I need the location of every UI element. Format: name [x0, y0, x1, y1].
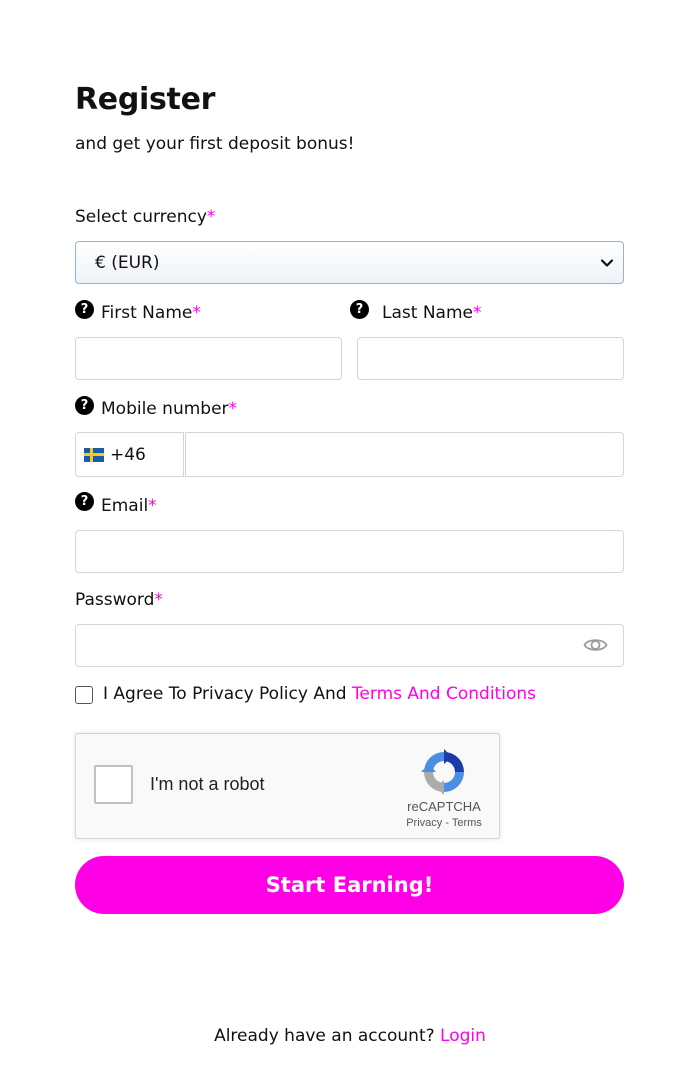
- currency-label-text: Select currency: [75, 207, 207, 227]
- required-mark: *: [228, 399, 238, 419]
- mobile-label: [101, 399, 237, 419]
- terms-link[interactable]: Terms And Conditions: [351, 684, 536, 704]
- password-input[interactable]: [75, 624, 624, 667]
- recaptcha-brand: reCAPTCHA: [407, 799, 481, 814]
- recaptcha-widget: [75, 733, 500, 839]
- mobile-number-input[interactable]: [185, 432, 624, 477]
- password-label-text: Password: [75, 590, 155, 610]
- recaptcha-label: I'm not a robot: [150, 774, 265, 794]
- login-prompt-text: Already have an account?: [214, 1026, 441, 1046]
- login-link[interactable]: Login: [440, 1026, 486, 1046]
- recaptcha-checkbox[interactable]: [94, 765, 133, 804]
- help-icon[interactable]: ?: [75, 300, 94, 319]
- email-input[interactable]: [75, 530, 624, 573]
- mobile-label-text: Mobile number: [101, 399, 229, 419]
- last-name-label-text: Last Name: [382, 303, 473, 323]
- required-mark: *: [192, 303, 201, 323]
- sweden-flag-icon: [84, 448, 104, 462]
- recaptcha-logo-icon: [419, 747, 469, 797]
- required-mark: *: [154, 590, 163, 610]
- first-name-input[interactable]: [75, 337, 342, 380]
- email-label-text: Email: [101, 496, 149, 516]
- email-label: [101, 496, 157, 516]
- help-icon[interactable]: ?: [75, 396, 94, 415]
- agree-text: I Agree To Privacy Policy And: [103, 684, 352, 704]
- country-code-select[interactable]: [75, 432, 184, 477]
- help-icon[interactable]: ?: [350, 300, 369, 319]
- currency-select[interactable]: [75, 241, 624, 284]
- required-mark: *: [148, 496, 157, 516]
- login-prompt: [0, 1026, 700, 1046]
- page-subtitle: and get your first deposit bonus!: [75, 134, 355, 154]
- country-code-value: +46: [110, 444, 146, 465]
- required-mark: *: [472, 303, 482, 323]
- eye-icon[interactable]: [583, 634, 608, 656]
- password-label: [75, 590, 163, 610]
- last-name-input[interactable]: [357, 337, 624, 380]
- recaptcha-privacy-terms-links[interactable]: Privacy - Terms: [406, 817, 482, 829]
- chevron-down-icon: [600, 256, 614, 270]
- first-name-label: [101, 303, 201, 323]
- required-mark: *: [206, 207, 216, 227]
- currency-label: [75, 207, 215, 227]
- page-title: Register: [75, 82, 216, 117]
- currency-selected-value: € (EUR): [95, 252, 160, 273]
- start-earning-button[interactable]: Start Earning!: [75, 856, 624, 914]
- last-name-label: [382, 303, 481, 323]
- agree-label: [103, 684, 536, 704]
- help-icon[interactable]: ?: [75, 492, 94, 511]
- first-name-label-text: First Name: [101, 303, 193, 323]
- agree-checkbox[interactable]: [75, 686, 93, 704]
